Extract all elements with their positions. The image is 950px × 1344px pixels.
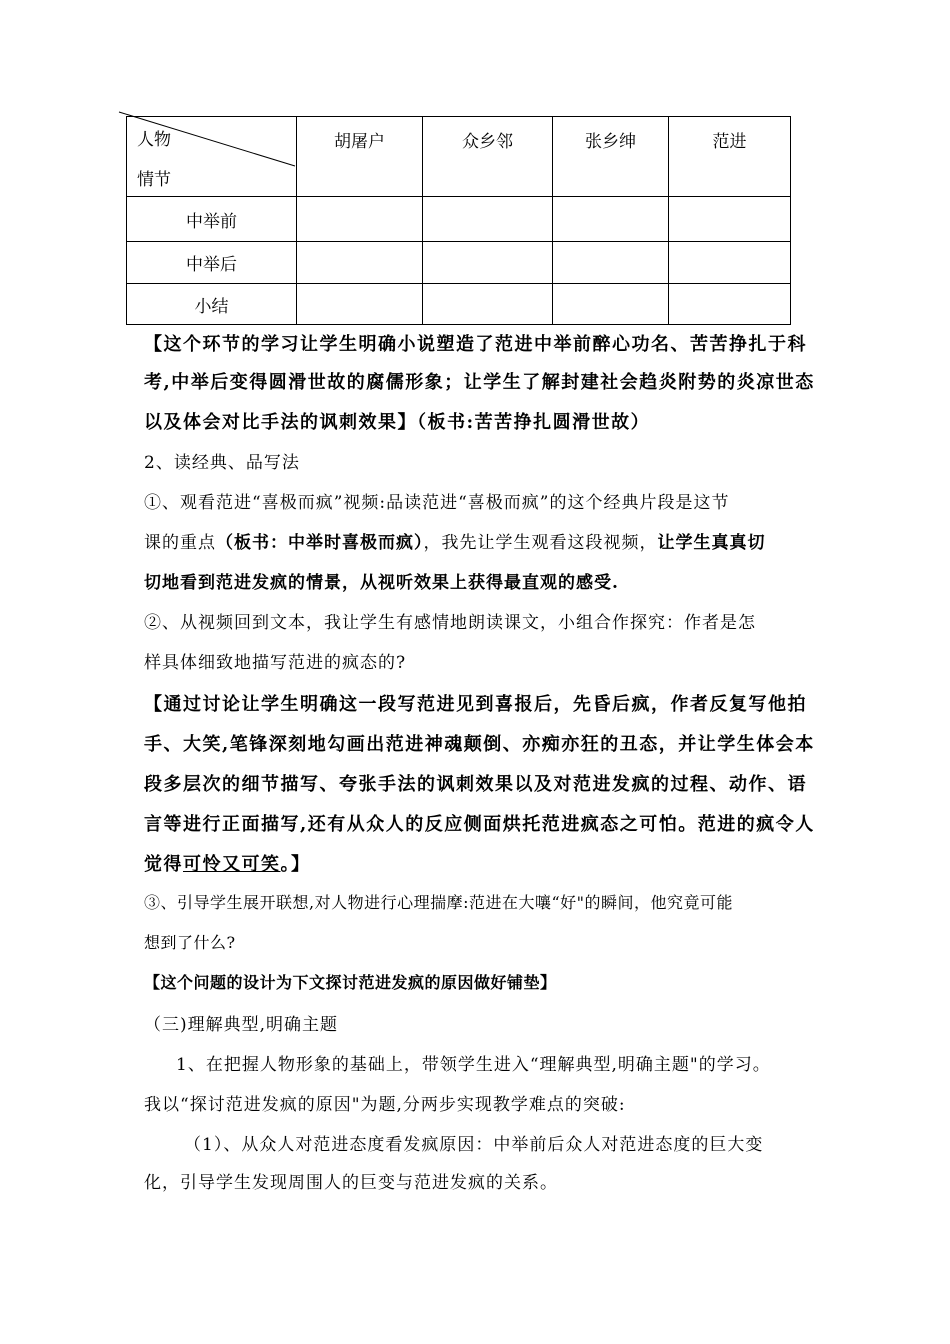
text-span: 觉得 — [144, 854, 183, 875]
character-plot-table — [126, 116, 791, 325]
table-cell — [669, 284, 791, 325]
board-note: （板书：中举时喜极而疯） — [216, 533, 424, 553]
section-3-paragraph-2-line-2: 化，引导学生发现周围人的巨变与范进发疯的关系。 — [144, 1173, 558, 1193]
table-cell — [423, 284, 553, 325]
text-span: ，我先让学生观看这段视频， — [423, 533, 658, 553]
paragraph-2-line-2: 样具体细致地描写范进的疯态的? — [144, 653, 407, 673]
column-header: 范进 — [669, 117, 791, 197]
paragraph-2-line-1: ②、从视频回到文本，我让学生有感情地朗读课文，小组合作探究：作者是怎 — [144, 613, 756, 633]
emphasis-span: 让学生真真切 — [657, 533, 766, 553]
table-cell — [553, 197, 669, 242]
paragraph-1-line-2 — [144, 528, 766, 553]
table-cell — [423, 242, 553, 284]
discussion-note-line-5 — [144, 850, 311, 876]
paragraph-1-line-1: ①、观看范进“喜极而疯”视频:品读范进“喜极而疯”的这个经典片段是这节 — [144, 493, 730, 513]
paragraph-3-line-2: 想到了什么? — [144, 933, 236, 952]
table-cell — [553, 242, 669, 284]
section-3-paragraph-2-line-1: （1）、从众人对范进态度看发疯原因：中举前后众人对范进态度的巨大变 — [184, 1135, 764, 1155]
discussion-note-line-1: 【通过讨论让学生明确这一段写范进见到喜报后，先昏后疯，作者反复写他拍 — [144, 694, 807, 715]
table-cell — [669, 242, 791, 284]
table-cell — [553, 284, 669, 325]
discussion-note-line-2: 手、大笑,笔锋深刻地勾画出范进神魂颠倒、亦痴亦狂的丑态，并让学生体会本 — [144, 734, 815, 755]
column-header: 众乡邻 — [423, 117, 553, 197]
corner-label-top: 人物 — [137, 130, 171, 150]
column-header: 张乡绅 — [553, 117, 669, 197]
table-cell — [297, 284, 423, 325]
row-label: 中举后 — [127, 242, 297, 284]
table-row — [127, 284, 791, 325]
paragraph-1-line-3: 切地看到范进发疯的情景，从视听效果上获得最直观的感受. — [144, 573, 619, 593]
section-3-paragraph-1-line-2: 我以“探讨范进发疯的原因"为题,分两步实现教学难点的突破: — [144, 1095, 626, 1115]
text-span: 课的重点 — [144, 533, 216, 553]
section-3-paragraph-1-line-1: 1、在把握人物形象的基础上，带领学生进入“理解典型,明确主题"的学习。 — [176, 1055, 771, 1075]
summary-line-3: 以及体会对比手法的讽刺效果】（板书:苦苦挣扎圆滑世故） — [144, 412, 651, 433]
table-cell — [297, 197, 423, 242]
section-3-title: （三)理解典型,明确主题 — [144, 1015, 339, 1035]
table-cell — [423, 197, 553, 242]
table-header-row — [127, 117, 791, 197]
table-corner-cell — [127, 117, 297, 197]
summary-line-1: 【这个环节的学习让学生明确小说塑造了范进中举前醉心功名、苦苦挣扎于科 — [144, 334, 807, 355]
section-2-title: 2、读经典、品写法 — [144, 453, 300, 473]
table-cell — [669, 197, 791, 242]
design-note: 【这个问题的设计为下文探讨范进发疯的原因做好铺垫】 — [144, 973, 557, 992]
row-label: 小结 — [127, 284, 297, 325]
table-row — [127, 242, 791, 284]
paragraph-3-line-1: ③、引导学生展开联想,对人物进行心理揣摩:范进在大嚷“好"的瞬间，他究竟可能 — [144, 893, 734, 912]
corner-label-bottom: 情节 — [137, 170, 171, 190]
discussion-note-line-3: 段多层次的细节描写、夸张手法的讽刺效果以及对范进发疯的过程、动作、语 — [144, 774, 807, 795]
summary-line-2: 考,中举后变得圆滑世故的腐儒形象；让学生了解封建社会趋炎附势的炎凉世态 — [144, 372, 815, 393]
text-span: 。】 — [280, 854, 311, 875]
table-cell — [297, 242, 423, 284]
table-row — [127, 197, 791, 242]
column-header: 胡屠户 — [297, 117, 423, 197]
underlined-phrase: 可怜又可笑 — [183, 854, 281, 875]
discussion-note-line-4: 言等进行正面描写,还有从众人的反应侧面烘托范进疯态之可怕。范进的疯令人 — [144, 814, 815, 835]
row-label: 中举前 — [127, 197, 297, 242]
